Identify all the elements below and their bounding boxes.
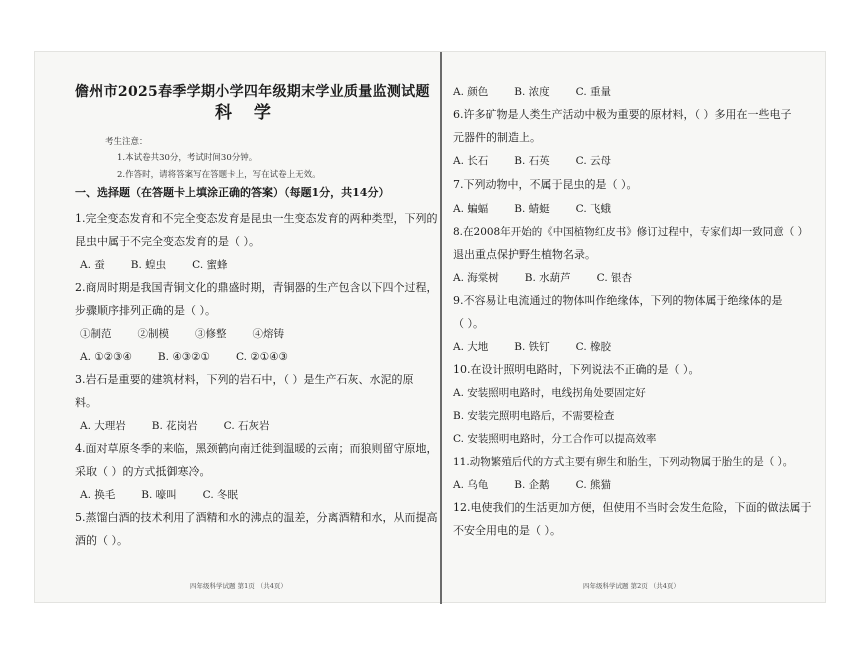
q7-text: 7.下列动物中，不属于昆虫的是（ ）。 [453,178,638,191]
q5-options [453,85,637,99]
q10-option-a[interactable]: A. 安装照明电路时，电线拐角处要固定好 [453,387,646,399]
note-2: 2.作答时，请将答案写在答题卡上，写在试卷上无效。 [117,170,321,180]
q11-text: 11.动物繁殖后代的方式主要有卵生和胎生，下列动物属于胎生的是（ ）。 [453,456,794,468]
q5-option-a[interactable]: A. 颜色 [453,86,489,98]
q5-text-2: 酒的（ ）。 [75,534,128,547]
q7-option-a[interactable]: A. 蝙蝠 [453,203,489,215]
q4-text-2: 采取（ ）的方式抵御寒冷。 [75,465,211,478]
q6-options [453,154,637,168]
q4-option-c[interactable]: C. 冬眠 [202,489,239,501]
q8-options [453,271,658,285]
q2-step-4: ④熔铸 [252,328,284,340]
q3-text-2: 料。 [75,396,97,409]
q2-option-b[interactable]: B. ④③②① [157,351,210,363]
q11-options [453,478,637,492]
note-1: 1.本试卷共30分，考试时间30分钟。 [117,153,258,163]
q3-option-b[interactable]: B. 花岗岩 [151,420,198,432]
subject-title: 科 学 [215,103,279,123]
q10-option-b[interactable]: B. 安装完照明电路后，不需要检查 [453,410,615,422]
q12-text-1: 12.电使我们的生活更加方便，但使用不当时会发生危险，下面的做法属于 [453,501,812,514]
q12-text-2: 不安全用电的是（ ）。 [453,524,561,537]
q5-text-1: 5.蒸馏白酒的技术利用了酒精和水的沸点的温差，分离酒精和水，从而提高 [75,511,438,524]
section-heading: 一、选择题（在答题卡上填涂正确的答案）（每题1分，共14分） [75,186,390,199]
q4-option-b[interactable]: B. 嚎叫 [141,489,177,501]
q1-text-2: 昆虫中属于不完全变态发育的是（ ）。 [75,235,260,248]
q1-option-b[interactable]: B. 蝗虫 [130,259,167,271]
notes-heading: 考生注意： [105,137,148,147]
q7-option-b[interactable]: B. 蜻蜓 [514,203,550,215]
page-1-footer: 四年级科学试题 第1页 （共4页） [190,582,287,590]
q9-options [453,340,637,354]
exam-title: 儋州市2025春季学期小学四年级期末学业质量监测试题 [75,84,430,100]
q11-option-b[interactable]: B. 企鹅 [514,479,550,491]
q7-option-c[interactable]: C. 飞蛾 [575,203,612,215]
q4-text-1: 4.面对草原冬季的来临，黑颈鹤向南迁徙到温暖的云南；而狼则留守原地， [75,442,438,455]
q2-option-c[interactable]: C. ②①④③ [235,351,288,363]
q6-option-a[interactable]: A. 长石 [453,155,489,167]
q9-text-1: 9.不容易让电流通过的物体叫作绝缘体，下列的物体属于绝缘体的是 [453,294,783,307]
q11-option-c[interactable]: C. 熊猫 [575,479,612,491]
q6-option-b[interactable]: B. 石英 [514,155,550,167]
q9-text-2: （ ）。 [453,317,484,330]
q8-option-b[interactable]: B. 水葫芦 [524,272,571,284]
q2-step-3: ③修整 [195,328,227,340]
q10-text: 10.在设计照明电路时，下列说法不正确的是（ ）。 [453,363,700,376]
q2-text-2: 步骤顺序排列正确的是（ ）。 [75,304,216,317]
q3-options [80,419,296,433]
q2-step-1: ①制范 [80,328,112,340]
q4-options [80,488,264,502]
q2-option-a[interactable]: A. ①②③④ [80,351,132,363]
q1-option-a[interactable]: A. 蚕 [80,259,105,271]
page-fold-divider [440,52,442,604]
q9-option-b[interactable]: B. 铁钉 [514,341,550,353]
q3-option-a[interactable]: A. 大理岩 [80,420,126,432]
q8-option-c[interactable]: C. 银杏 [596,272,633,284]
q5-option-b[interactable]: B. 浓度 [514,86,550,98]
q1-option-c[interactable]: C. 蜜蜂 [192,259,228,271]
q6-text-2: 元器件的制造上。 [453,131,541,144]
q11-option-a[interactable]: A. 乌龟 [453,479,489,491]
q9-option-c[interactable]: C. 橡胶 [575,341,612,353]
q8-text-2: 退出重点保护野生植物名录。 [453,248,596,261]
q3-text-1: 3.岩石是重要的建筑材料，下列的岩石中，（ ）是生产石灰、水泥的原 [75,373,414,386]
q8-option-a[interactable]: A. 海棠树 [453,272,499,284]
q2-step-2: ②制模 [137,328,169,340]
page-2-footer: 四年级科学试题 第2页 （共4页） [583,582,680,590]
q1-text-1: 1.完全变态发育和不完全变态发育是昆虫一生变态发育的两种类型，下列的 [75,212,438,225]
q5-option-c[interactable]: C. 重量 [575,86,612,98]
q2-options [80,350,314,364]
q1-options [80,258,254,272]
q7-options [453,202,637,216]
q6-text-1: 6.许多矿物是人类生产活动中极为重要的原材料，（ ）多用在一些电子 [453,108,792,121]
q2-text-1: 2.商周时期是我国青铜文化的鼎盛时期，青铜器的生产包含以下四个过程， [75,281,438,294]
q6-option-c[interactable]: C. 云母 [575,155,612,167]
q8-text-1: 8.在2008年开始的《中国植物红皮书》修订过程中，专家们却一致同意（ ） [453,226,809,238]
q9-option-a[interactable]: A. 大地 [453,341,489,353]
q2-steps [80,327,310,341]
q10-option-c[interactable]: C. 安装照明电路时，分工合作可以提高效率 [453,433,657,445]
q3-option-c[interactable]: C. 石灰岩 [223,420,270,432]
exam-sheet [35,52,825,602]
q4-option-a[interactable]: A. 换毛 [80,489,116,501]
